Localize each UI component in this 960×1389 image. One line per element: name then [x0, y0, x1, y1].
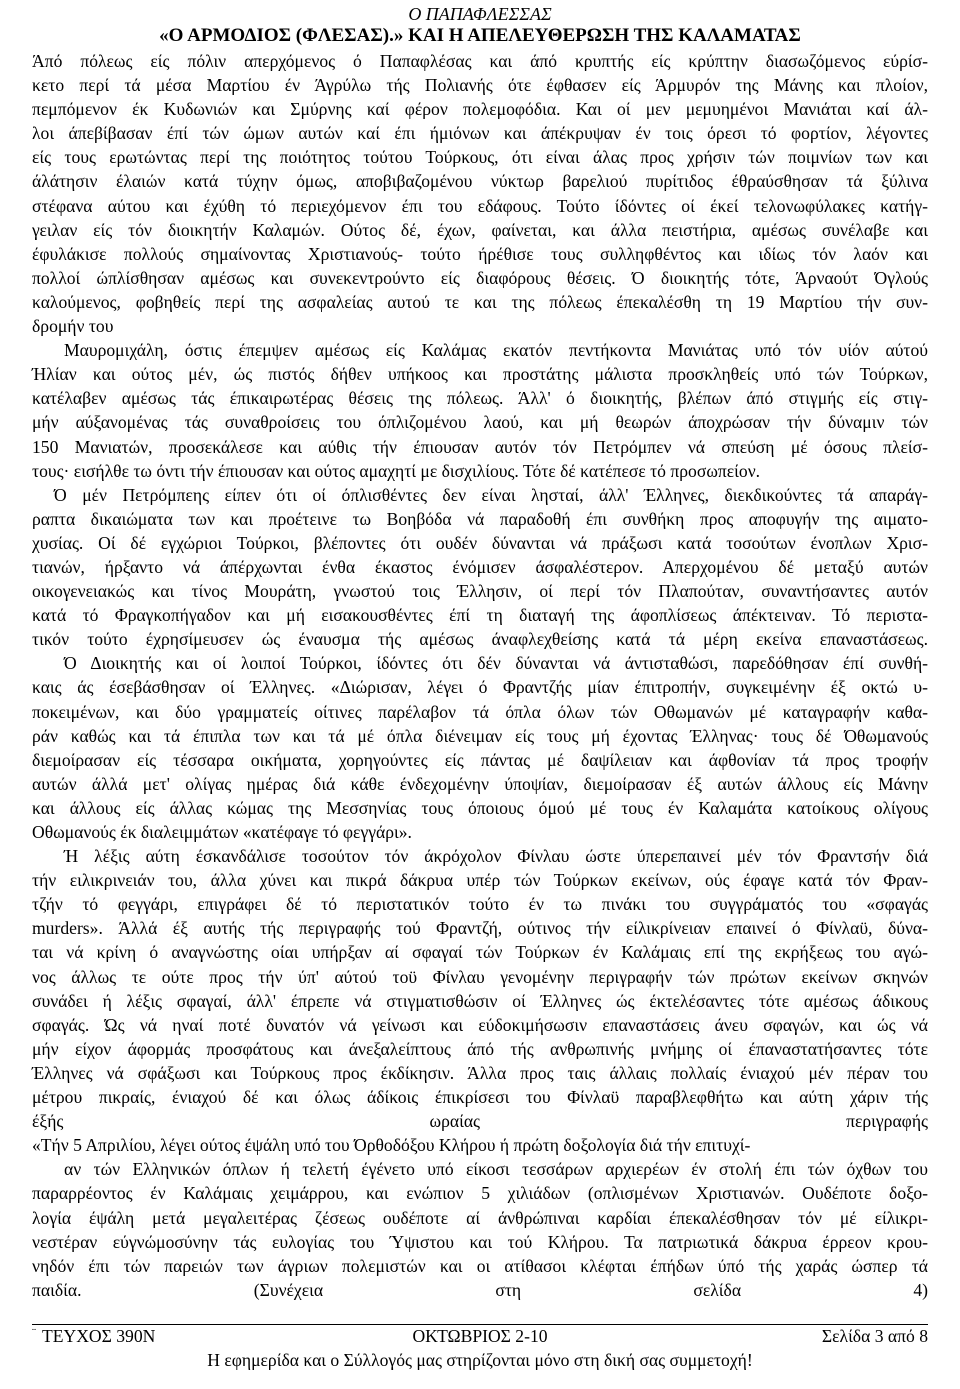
body-line: νηδόν έπι τών παρειών των άγριων πολεμιστών και οι ατίθασοι κλέφται έπήδων ύπό τής χαράς ώσπερ τά: [32, 1255, 928, 1276]
article-body: [32, 49, 928, 1302]
issue-date: ΟΚΤΩΒΡΙΟΣ 2-10: [412, 1326, 548, 1346]
body-line: Ό μέν Πετρόμπεης είπεν ότι οί όπλισθέντες δεν είναι λησταί, άλλ' Έλληνες, διεκδικούντες τά απαράγ-: [54, 484, 928, 505]
body-line: γειλαν είς τόν διοικητήν Καλαμών. Ούτος δέ, έχων, φαίνεται, και άλλα πειστήρια, αμέσως συνέλαβε και: [32, 219, 928, 240]
body-line: είς τους ερωτώντας περί της ποιότητος τούτου Τούρκους, ότι είναι άλας προς χρήσιν τών ποιμνίων των και: [32, 147, 928, 168]
body-line: κατέλαβεν αμέσως τάς έπικαιρωτέρας θέσεις της πόλεως. Άλλ' ό διοικητής, βλέπων άπό στιγμής είς στιγ-: [32, 388, 928, 409]
body-line: αν τών Ελληνικών όπλων ή τελετή έγένετο υπό είκοσι τεσσάρων αρχιερέων έν στολή έπι τών όχθων του: [64, 1159, 928, 1180]
body-line: Άπό πόλεως είς πόλιν απερχόμενος ό Παπαφλέσας και άπό κρυπτής είς κρύπτην διασωζόμενος εύρίσ-: [32, 51, 928, 71]
body-line: Ή λέξις αύτη έσκανδάλισε τοσούτον τόν άκρόχολον Φίνλαυ ώστε ύπερεπαινεί μέν τόν Φραντσήν διά: [64, 846, 928, 867]
body-line: τους· εισήλθε τω όντι τήν έπιουσαν και ούτος αμαχητί με δισχιλίους. Τότε δέ κατέπεσε τό προσωπείον.: [32, 460, 761, 481]
body-line: και άλλους είς άλλας κώμας της Μεσσηνίας τους όποιους όμού μέ τους έν Καλαμάτα κατοίκους ολίγους: [32, 797, 928, 818]
body-line: κετο περί τά μέσα Μαρτίου έν Άγρύλω τής Πολιανής ότε έφθασεν είς Άρμυρόν της Μάνης και πλοίον,: [32, 75, 928, 96]
body-line: Μαυρομιχάλη, όστις έπεμψεν αμέσως είς Καλάμας εκατόν πεντήκοντα Μανιάτας υπό τόν υίόν αύτού: [64, 340, 928, 361]
body-line: οικογενειακώς και τίνος Μουράτη, γνωστού τοις Έλλησιν, οί περί τόν Πλαπούταν, συναντήσαντες αυτόν: [32, 581, 928, 602]
issue-label: ΤΕΥΧΟΣ 390Ν: [42, 1326, 156, 1346]
article-headline: «Ο ΑΡΜΟΔΙΟΣ (ΦΛΕΣΑΣ).» ΚΑΙ Η ΑΠΕΛΕΥΘΕΡΩΣΗ ΤΗΣ ΚΑΛΑΜΑΤΑΣ: [159, 25, 801, 46]
body-line: μήν είχον άφορμάς προσφάτους και άνεξαλείπτους άπό τής ανθρωπινής μνήμης οί έπαναστατήσαντες τότε: [32, 1038, 928, 1059]
body-line: σφαγάς. Ώς νά ηναί ποτέ δυνατόν νά γείνωσι και εύδοκιμήσωσιν επαναστάσεις άνευ σφαγών, και ώς νά: [32, 1014, 928, 1035]
body-line: συνάδει ή λέξις σφαγαί, άλλ' έπρεπε νά στιγματισθώσιν οί Έλληνες ώς έκτελέσαντες τότε αμέσως άδικους: [32, 990, 928, 1011]
body-line: πολλοί ώπλίσθησαν αμέσως και συνεκεντρούντο είς διαφόρους θέσεις. Ό διοικητής τότε, Άρναούτ Όγλούς: [32, 267, 928, 288]
running-head: Ο ΠΑΠΑΦΛΕΣΣΑΣ: [408, 4, 552, 24]
body-line: Ήλίαν και ούτος μέν, ώς πιστός δήθεν υπήκοος και προστάτης μάλιστα προσκληθείς υπό τών Τούρκων,: [32, 364, 928, 385]
body-line: χυσίας. Οί δέ εγχώριοι Τούρκοι, βλέποντες ότι ουδέν δύνανται νά πράξωσι κατά τοσούτων ένοπλων Χρισ-: [32, 532, 928, 553]
page-footer: [32, 1324, 928, 1345]
body-line: Οθωμανούς έκ διαλειμμάτων «κατέφαγε τό φεγγάρι».: [32, 822, 412, 842]
page-number: Σελίδα 3 από 8: [821, 1326, 928, 1346]
body-line: έφυλάκισε πολλούς σημαίνοντας Χριστιανούς- τούτο ήρέθισε τους συλληφθέντος και ιδίως τόν λαόν και: [32, 243, 928, 264]
body-line: νεστέραν εύγνώμοσύνην τάς ευλογίας του Ύψιστου και τού Κλήρου. Τα πατριωτικά δάκρυα έρρεον κρου-: [32, 1231, 928, 1252]
body-line: τιανών, ήρξαντο νά άπέρχωνται ένθα έκαστος ένόμισεν άσφαλέστερον. Απερχομένου δέ μεταξύ αυτών: [32, 556, 928, 577]
body-line: Ό Διοικητής και οί λοιποί Τούρκοι, ίδόντες ότι δέν δύνανται νά άντισταθώσι, παρεδόθησαν έπί συνθή-: [64, 653, 928, 674]
body-line: στέφανα αύτου και έχύθη τό περιεχόμενον έπι του εδάφους. Τούτο ίδόντες οί έκεί τελονωφύλακες κατήγ-: [32, 195, 928, 216]
body-line: μέτρου πικραίς, ένιαχού δέ και όλως άδίκοις έπικρίσεσι του Φίνλαϋ παραβλεφθήτω και αύτη χάριν τής: [32, 1087, 928, 1108]
body-line: 150 Μανιατών, προσεκάλεσε και αύθις τήν έπιουσαν αυτόν τόν Πετρόμπεν νά σπεύση μέ όσους πλείσ-: [32, 436, 928, 457]
body-line: μήν αύξανομένας τάς συναθροίσεις του όπλιζομένου λαού, και μή θεωρών άποχρώσαν τήν δύναμιν τών: [32, 412, 928, 433]
body-line: τζήν τό φεγγάρι, επιγράφει δέ τό περιστατικόν τούτο έν τω πινάκι του συγγράματός του «σφαγάς: [32, 894, 928, 915]
body-line: κατά τό Φραγκοπήγαδον και μή εισακουσθέντες έπί τη διαταγή της άφοπλίσεως άπέκτειναν. Τό περιστα-: [32, 605, 928, 626]
body-line: Έλληνες νά σφάξωσι και Τούρκους προς έκδίκησιν. Άλλα προς ταις άλλαις πολλαίς ένιαχού μέν πέραν του: [32, 1062, 928, 1083]
body-line: καλούμενος, φοβηθείς περί της ασφαλείας αυτού τε και της πόλεως έπεκαλέσθη τη 19 Μαρτίου τήν συν-: [32, 291, 928, 312]
footer-marks: ¨: [32, 1325, 36, 1339]
body-line: καις άς έσεβάσθησαν οί Έλληνες. «Διώρισαν, λέγει ό Φραντζής μίαν έπιτροπήν, συγκειμένην έξ οκτώ υ-: [32, 677, 928, 698]
footer-note: Η εφημερίδα και ο Σύλλογός μας στηρίζονται μόνο στη δική σας συμμετοχή!: [207, 1350, 753, 1370]
body-line: νος άλλως τε ούτε προς τήν ύπ' αύτού τοϋ Φίνλαυ γενομένην περιγραφήν τών πρώτων εκείνων σκηνών: [32, 966, 928, 987]
body-line: δρομήν του: [32, 316, 114, 337]
body-line: λοι άπεβίβασαν έπί τών ώμων αυτών καί έπι ήμιόνων και άπέκρυψαν έν τοις όρεσι τό φορτίον, λέγοντες: [32, 123, 928, 144]
body-line: αυτών άλλά μετ' ολίγας ημέρας διά κάθε ένδεχομένην ύποψίαν, διεμοίρασαν έξ αυτών άλλους είς Μάνην: [32, 773, 928, 794]
body-line: παιδία. (Συνέχεια στη σελίδα 4): [32, 1279, 928, 1300]
body-line: τικόν τούτο έχρησίμευσεν ώς έναυσμα τής αμέσως άναφλεχθείσης κατά τά μέρη εκείνα επαναστάσεως.: [32, 629, 928, 650]
body-line: ποκειμένων, και δύο γραμματείς οίτινες παρέλαβον τά όπλα όλων τών Οθωμανών μέ καταγραφήν καθα-: [32, 701, 928, 722]
body-line: πεμπόμενον έκ Κυδωνιών και Σμύρνης καί φέρον πολεμοφόδια. Και οί μεν μεμυημένοι Μανιάται καί άλ-: [32, 99, 928, 120]
body-line: ραπτα δικαιώματα των και προέτεινε τω Βοηβόδα νά παραδοθή έπι συνθήκη προς αποφυγήν της αιματο-: [32, 508, 928, 529]
body-line: «Τήν 5 Απριλίου, λέγει ούτος έψάλη υπό του Όρθοδόξου Κλήρου ή πρώτη δοξολογία διά τήν επιτυχί-: [32, 1135, 751, 1156]
body-line: λογία έψάλη μετά μεγαλειτέρας ζέσεως ουδέποτε αί άνθρώπιναι καρδίαι έπεκαλέσθησαν τόν μέ είλικρι-: [32, 1207, 928, 1228]
body-line: διεμοίρασαν είς τέσσαρα οικήματα, χορηγούντες είς πάντας μέ δαψίλειαν και άφθονίαν τά προς τροφήν: [32, 749, 928, 770]
body-line: έξής ωραίας περιγραφής: [32, 1111, 928, 1132]
body-line: άλάτησιν έλαιών κατά τύχην όμως, αποβιβαζομένου νύκτωρ βαρελιού πυρίτιδος έθραύσθησαν τά ξύλινα: [32, 171, 928, 192]
body-line: ράν καθώς και τά έπιπλα των και τά μέ όπλα διένειμαν είς τους μή έχοντας Έλληνας· τους δέ Όθωμανούς: [32, 725, 928, 746]
body-line: παραρρέοντος έν Καλάμαις χειμάρρου, και ενώπιον 5 χιλιάδων (οπλισμένων Χριστιανών. Ουδέποτε δοξο-: [32, 1183, 928, 1204]
body-line: τήν ειλικρινειάν του, άλλα χύνει και πικρά δάκρυα υπέρ τών Τούρκων εκείνων, ούς έφαγε κατά τόν Φραν-: [32, 870, 928, 891]
body-line: ται νά κρίνη ό αναγνώστης οίαι υπήρξαν αί σφαγαί τών Τούρκων έν Καλάμαις επί της εκρήξεως του αγώ-: [32, 942, 928, 963]
body-line: murders». Άλλά έξ αυτής τής περιγραφής τού Φραντζή, ούτινος τήν είλικρίνειαν επαινεί ό Φίνλαϋ, δύνα-: [32, 918, 928, 939]
